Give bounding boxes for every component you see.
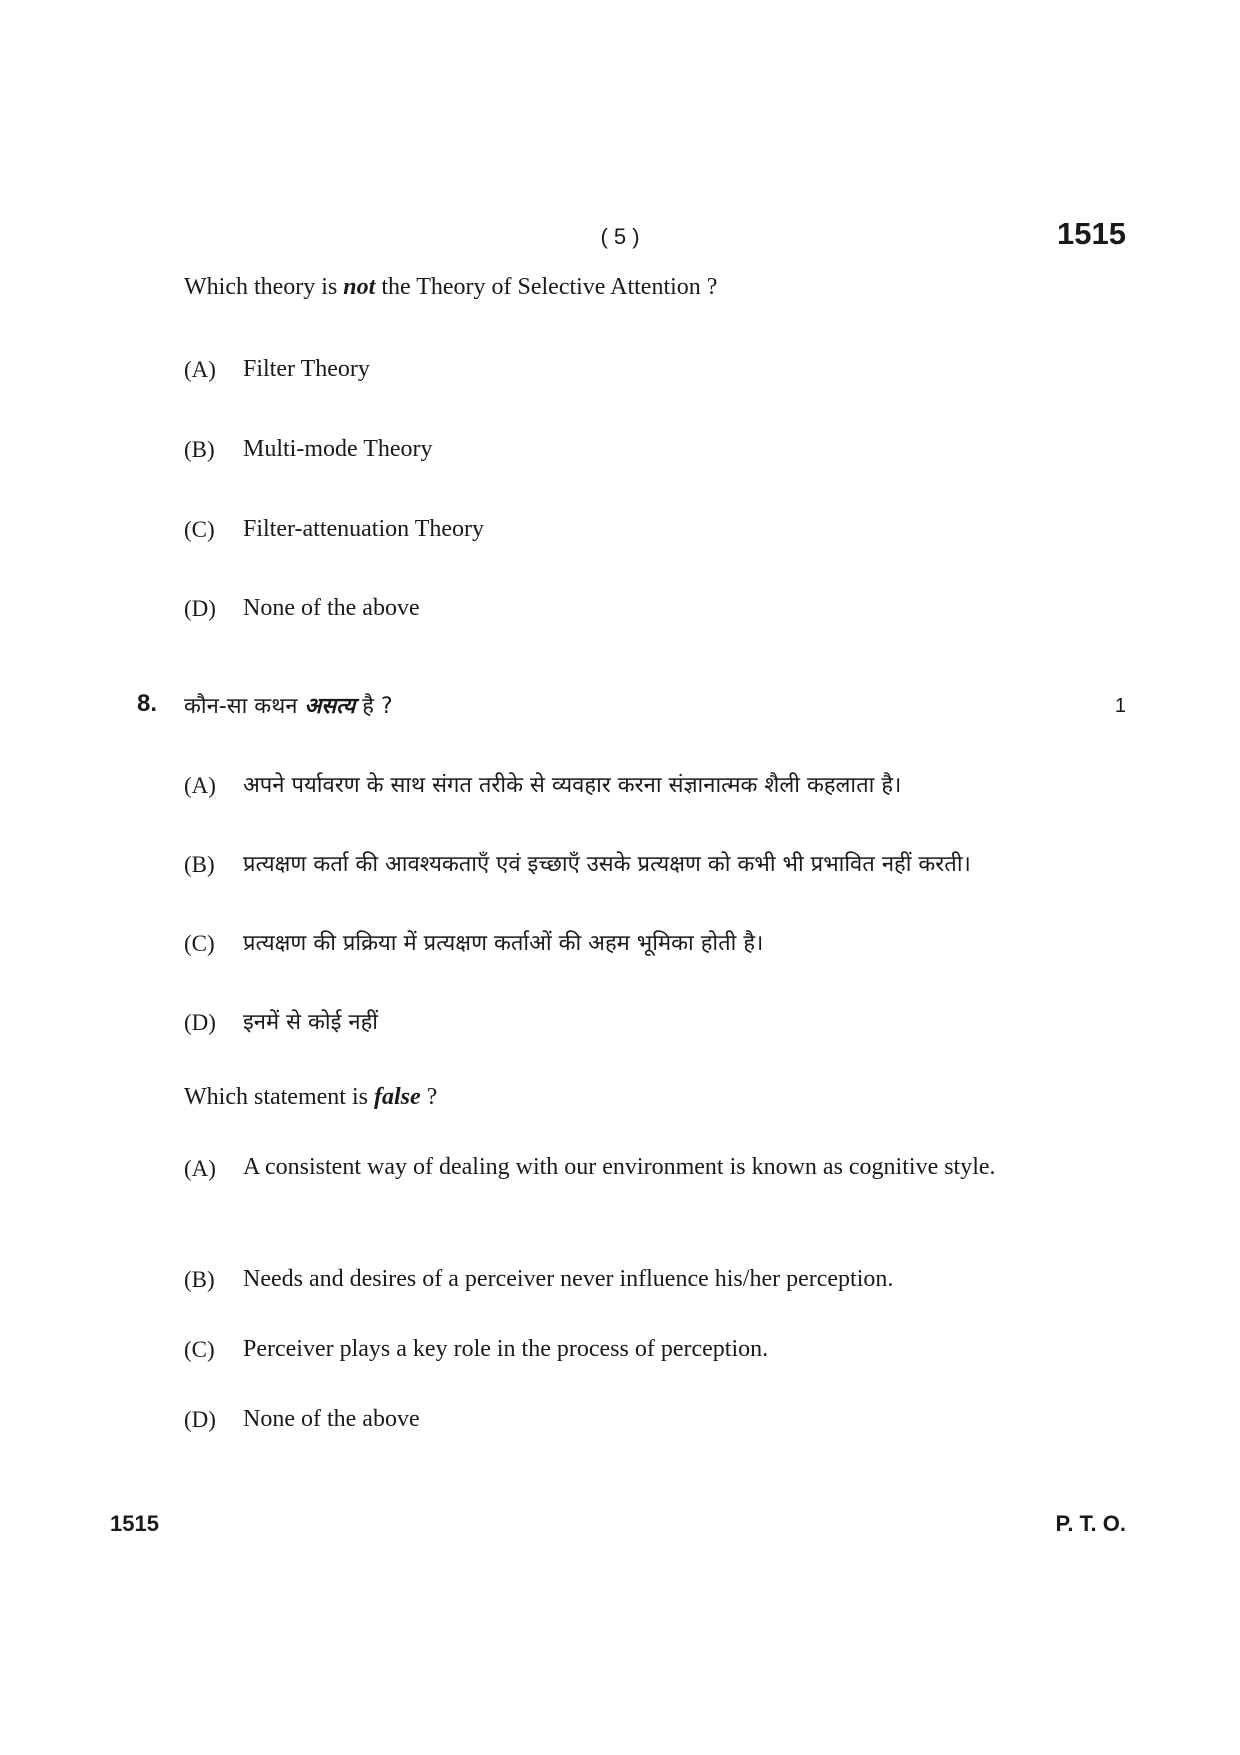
- option-letter: (C): [184, 1337, 215, 1362]
- option-letter: (B): [184, 437, 215, 462]
- question-7-stem-en: [184, 274, 717, 301]
- question-number: 8.: [137, 690, 158, 717]
- question-8-stem-hi: [184, 690, 393, 720]
- option-text: प्रत्यक्षण की प्रक्रिया में प्रत्यक्षण कर्ताओं की अहम भूमिका होती है।: [243, 931, 764, 956]
- stem-emphasis: false: [373, 1084, 421, 1110]
- option-text: Needs and desires of a perceiver never influence his/her perception.: [243, 1266, 894, 1292]
- option-text: Perceiver plays a key role in the process of perception.: [243, 1336, 769, 1362]
- option-letter: (D): [184, 1010, 216, 1035]
- option-text: None of the above: [243, 1406, 420, 1432]
- stem-text: the Theory of Selective Attention ?: [375, 274, 718, 300]
- stem-text: है ?: [355, 694, 393, 719]
- stem-emphasis: not: [343, 274, 376, 300]
- option-text: Filter-attenuation Theory: [243, 516, 485, 542]
- stem-text: Which statement is: [184, 1084, 374, 1110]
- paper-code-header: 1515: [1057, 216, 1126, 251]
- option-letter: (B): [184, 1267, 215, 1292]
- stem-text: Which theory is: [184, 274, 344, 300]
- option-letter: (B): [184, 852, 215, 877]
- marks: 1: [1114, 695, 1126, 717]
- option-text: प्रत्यक्षण कर्ता की आवश्यकताएँ एवं इच्छाएँ उसके प्रत्यक्षण को कभी भी प्रभावित नहीं करती।: [243, 852, 971, 877]
- option-letter: (A): [184, 773, 216, 798]
- stem-text: कौन-सा कथन: [184, 694, 305, 719]
- option-text: अपने पर्यावरण के साथ संगत तरीके से व्यवहार करना संज्ञानात्मक शैली कहलाता है।: [243, 773, 902, 798]
- pto-label: P. T. O.: [1055, 1511, 1126, 1536]
- option-letter: (C): [184, 931, 215, 956]
- paper-code-footer: 1515: [110, 1511, 159, 1536]
- option-letter: (A): [184, 357, 216, 382]
- option-text: Filter Theory: [243, 356, 370, 382]
- option-letter: (A): [184, 1156, 216, 1181]
- option-text: A consistent way of dealing with our environment is known as cognitive style.: [243, 1154, 996, 1180]
- option-text: None of the above: [243, 595, 420, 621]
- option-letter: (C): [184, 517, 215, 542]
- option-text: इनमें से कोई नहीं: [243, 1010, 379, 1035]
- question-8-stem-en: [184, 1084, 437, 1111]
- option-text: Multi-mode Theory: [243, 436, 433, 462]
- stem-emphasis: असत्य: [304, 694, 356, 719]
- stem-text: ?: [420, 1084, 438, 1110]
- option-letter: (D): [184, 1407, 216, 1432]
- option-letter: (D): [184, 596, 216, 621]
- page-number: ( 5 ): [600, 224, 640, 249]
